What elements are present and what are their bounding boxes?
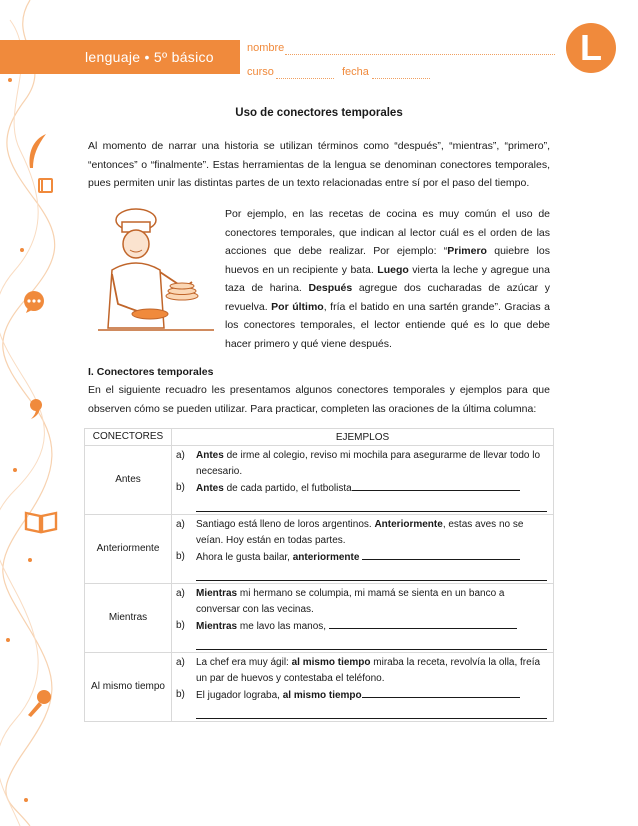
table-row (85, 446, 554, 515)
connector-name: Anteriormente (85, 515, 172, 584)
examples-cell (172, 515, 554, 584)
example-b: Mientras me lavo las manos, (196, 618, 547, 635)
section-paragraph: En el siguiente recuadro les presentamos algunos conectores temporales y ejemplos para que observen cómo se pueden utilizar. Para practicar, completen las oraciones de la última columna: (88, 384, 550, 415)
answer-line[interactable] (196, 497, 547, 512)
answer-blank[interactable] (352, 480, 520, 491)
connector-primero: Primero (447, 245, 487, 257)
answer-blank[interactable] (362, 549, 520, 560)
example-a: Santiago está lleno de loros argentinos. Anteriormente, estas aves no se veían. Hoy están en todas partes. (196, 519, 524, 546)
example-b: El jugador lograba, al mismo tiempo (196, 687, 547, 704)
table-row (85, 584, 554, 653)
notebook-icon (37, 176, 55, 194)
open-book-icon (24, 510, 58, 534)
answer-blank[interactable] (362, 687, 520, 698)
connectors-table (84, 428, 554, 722)
quill-icon (24, 132, 50, 172)
item-letter: b) (176, 551, 185, 562)
connector-luego: Luego (377, 263, 409, 276)
answer-blank[interactable] (329, 618, 517, 629)
item-letter: b) (176, 620, 185, 631)
subject-badge: L (566, 23, 616, 73)
intro-paragraph: Al momento de narrar una historia se utilizan términos como “después”, “mientras”, “primero”, “entonces” o “finalmente”. Estas herramientas de la lengua se denominan conectores temporales, pues permiten unir las distintas partes de un texto relacionadas entre sí por el paso del tiempo. (88, 140, 550, 189)
example-b: Ahora le gusta bailar, anteriormente (196, 549, 547, 566)
section-title: I. Conectores temporales (88, 366, 214, 378)
comma-icon (28, 398, 44, 420)
recipe-text: agregue dos cucharadas de azúcar y revuelva. (225, 282, 550, 313)
connector-name: Mientras (85, 584, 172, 653)
table-header-row (85, 429, 554, 446)
table-row (85, 653, 554, 722)
item-letter: b) (176, 689, 185, 700)
connector-despues: Después (308, 282, 353, 294)
subject-label: lenguaje • 5º básico (85, 49, 214, 65)
fecha-field[interactable] (372, 77, 430, 79)
answer-line[interactable] (196, 566, 547, 581)
item-letter: a) (176, 450, 185, 461)
connector-por-ultimo: Por último (271, 300, 324, 313)
connector-name: Al mismo tiempo (85, 653, 172, 722)
answer-line[interactable] (196, 704, 547, 719)
item-letter: a) (176, 588, 185, 599)
page-title: Uso de conectores temporales (235, 107, 403, 119)
recipe-text: quiebre los huevos en un recipiente y bata. (225, 245, 550, 276)
microphone-icon (24, 688, 54, 718)
connector-name: Antes (85, 446, 172, 515)
fecha-label: fecha (342, 66, 369, 78)
example-b: Antes de cada partido, el futbolista (196, 480, 547, 497)
speech-bubble-icon (22, 290, 46, 314)
column-header-conectores: CONECTORES (85, 429, 172, 446)
examples-cell (172, 584, 554, 653)
item-letter: a) (176, 657, 185, 668)
column-header-ejemplos: EJEMPLOS (172, 429, 554, 446)
example-a: Mientras mi hermano se columpia, mi mamá se sienta en un banco a conversar con las vecinas. (196, 588, 505, 615)
recipe-text: , fría el batido en una sartén grande”. Gracias a los conectores temporales, el lector entiende qué es lo que debe hacer primero y qué viene después. (225, 300, 550, 350)
item-letter: b) (176, 482, 185, 493)
examples-cell (172, 446, 554, 515)
recipe-text: Por ejemplo, en las recetas de cocina es muy común el uso de conectores temporales, que indican al lector cuál es el orden de las acciones que debe realizar. Por ejemplo: “ (225, 208, 550, 257)
example-a: La chef era muy ágil: al mismo tiempo miraba la receta, revolvía la olla, freía un par de huevos y contestaba el teléfono. (196, 657, 541, 684)
table-row (85, 515, 554, 584)
nombre-field[interactable] (285, 53, 555, 55)
curso-label: curso (247, 66, 274, 78)
recipe-paragraph (225, 205, 550, 353)
example-a: Antes de irme al colegio, reviso mi mochila para asegurarme de llevar todo lo necesario. (196, 450, 541, 477)
examples-cell (172, 653, 554, 722)
answer-line[interactable] (196, 635, 547, 650)
item-letter: a) (176, 519, 185, 530)
chef-illustration (88, 208, 218, 338)
nombre-label: nombre (247, 42, 285, 54)
recipe-text: vierta la leche y agregue una taza de harina. (225, 263, 550, 294)
curso-field[interactable] (276, 77, 334, 79)
